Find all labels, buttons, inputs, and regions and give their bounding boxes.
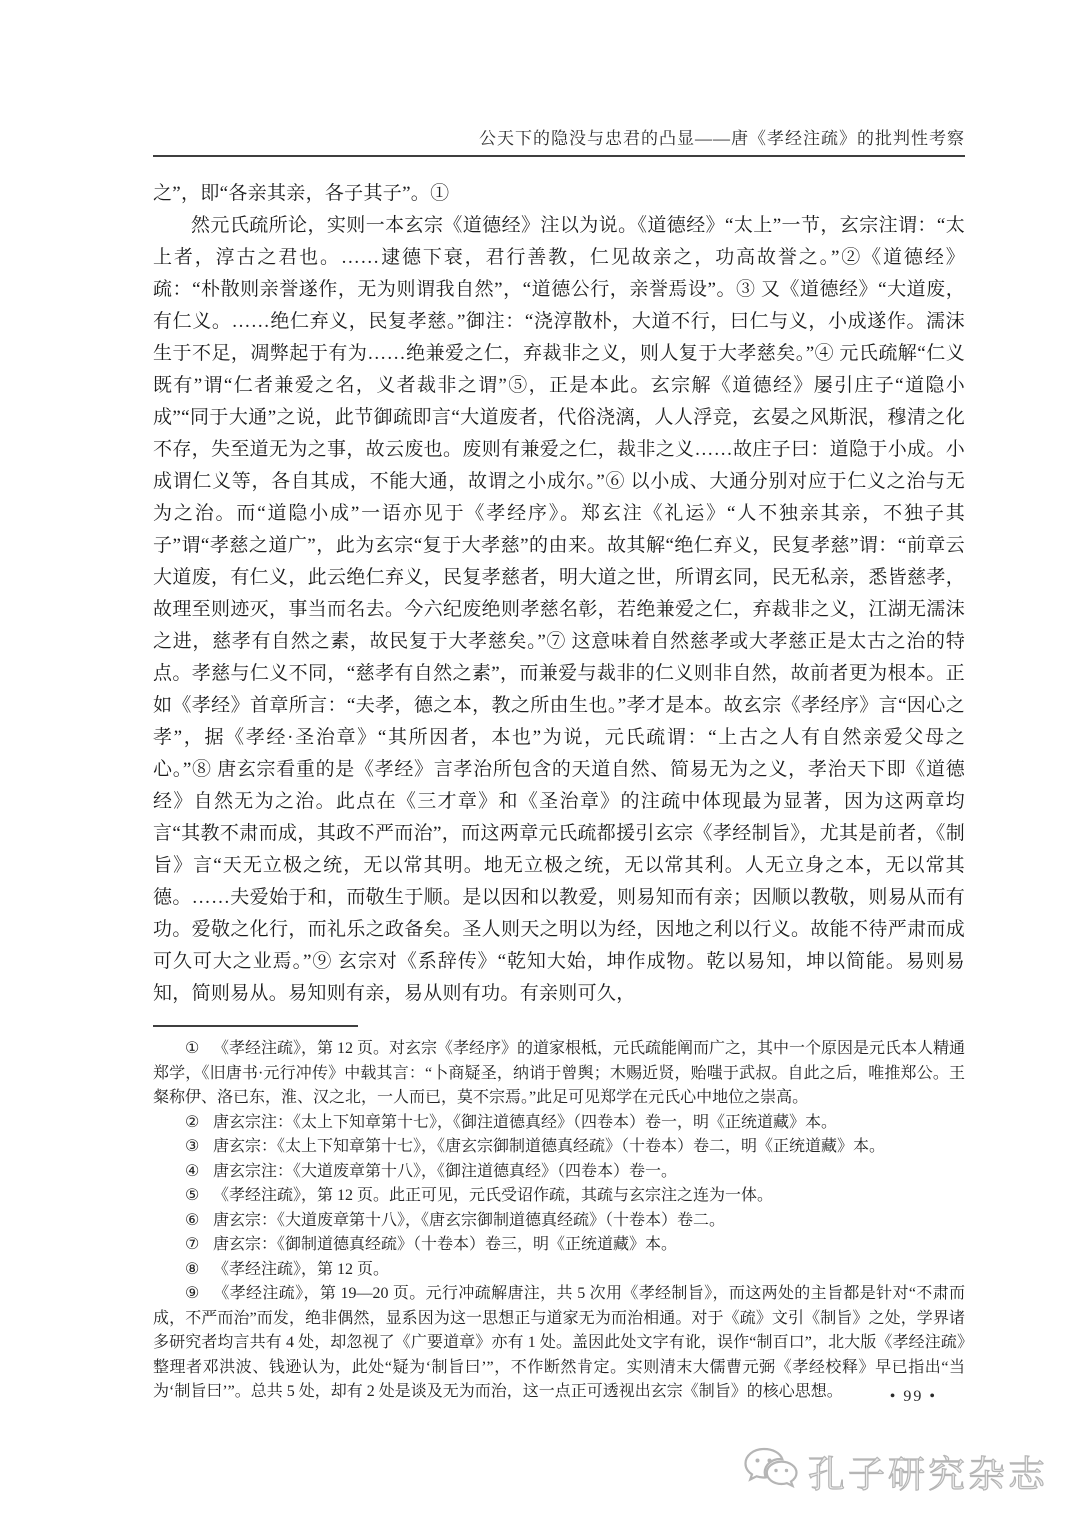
footnote-text: 《孝经注疏》，第 12 页。对玄宗《孝经序》的道家根柢，元氏疏能阐而广之，其中一个原因是元氏本人精通郑学，《旧唐书·元行冲传》中载其言：“卜商疑圣，纳诮于曾舆；木赐近贤，贻嗤于武叔。自此之后，唯推郑公。王粲称伊、洛已东，淮、汉之北，一人而已，莫不宗焉。”此足可见郑学在元氏心中地位之崇高。 — [153, 1040, 966, 1106]
footnote-marker: ⑧ — [185, 1260, 200, 1278]
running-header-title: 公天下的隐没与忠君的凸显——唐《孝经注疏》的批判性考察 — [479, 129, 965, 148]
footnote-text: 《孝经注疏》，第 12 页。此正可见，元氏受诏作疏，其疏与玄宗注之连为一体。 — [212, 1187, 773, 1204]
footnote-marker: ⑥ — [185, 1211, 200, 1229]
footnote-marker: ② — [185, 1113, 200, 1131]
article-body — [153, 178, 965, 1010]
footnote-text: 《孝经注疏》，第 19—20 页。元行冲疏解唐注，共 5 次用《孝经制旨》，而这两处的主旨都是针对“不肃而成，不严而治”而发，绝非偶然，显系因为这一思想正与道家无为而治相通。对于《疏》文引《制旨》之处，学界诸多研究者均言共有 4 处，却忽视了《广要道章》亦有 1 处。盖因此处文字有讹，误作“制百口”，北大版《孝经注疏》整理者邓洪波、钱逊认为，此处“疑为‘制旨曰’”，不作断然肯定。实则清末大儒曹元弼《孝经校释》早已指出“当为‘制旨曰’”。总共 5 处，却有 2 处是谈及无为而治，这一点正可透视出玄宗《制旨》的核心思想。 — [153, 1285, 966, 1400]
wechat-chat-bubbles-icon — [742, 1445, 800, 1498]
footnote-text: 唐玄宗注：《大道废章第十八》，《御注道德真经》（四卷本）卷一。 — [212, 1162, 677, 1180]
footnote-text: 《孝经注疏》，第 12 页。 — [212, 1260, 389, 1278]
paragraph: 之”，即“各亲其亲，各子其子”。① — [153, 183, 450, 204]
footnote-marker: ⑦ — [185, 1236, 200, 1253]
footnote-marker: ④ — [185, 1162, 200, 1180]
footnote-item — [153, 1111, 965, 1136]
footnote-text: 唐玄宗：《太上下知章第十七》，《唐玄宗御制道德真经疏》（十卷本）卷二，明《正统道藏》本。 — [212, 1138, 885, 1155]
paragraph: 然元氏疏所论，实则一本玄宗《道德经》注以为说。《道德经》“太上”一节，玄宗注谓：“太上者，淳古之君也。……逮德下衰，君行善教，仁见故亲之，功高故誉之。”②《道德经》疏：“朴散则亲誉遂作，无为则谓我自然”，“道德公行，亲誉焉设”。③ 又《道德经》“大道废，有仁义。……绝仁弃义，民复孝慈。”御注：“浇淳散朴，大道不行，曰仁与义，小成遂作。濡沫生于不足，凋弊起于有为……绝兼爱之仁，弃裁非之义，则人复于大孝慈矣。”④ 元氏疏解“仁义既有”谓“仁者兼爱之名，义者裁非之谓”⑤，正是本此。玄宗解《道德经》屡引庄子“道隐小成”“同于大通”之说，此节御疏即言“大道废者，代俗浇漓，人人浮竞，玄晏之风斯泯，穆清之化不存，失至道无为之事，故云废也。废则有兼爱之仁，裁非之义……故庄子曰：道隐于小成。小成谓仁义等，各自其成，不能大通，故谓之小成尔。”⑥ 以小成、大通分别对应于仁义之治与无为之治。而“道隐小成”一语亦见于《孝经序》。郑玄注《礼运》“人不独亲其亲，不独子其子”谓“孝慈之道广”，此为玄宗“复于大孝慈”的由来。故其解“绝仁弃义，民复孝慈”谓：“前章云大道废，有仁义，此云绝仁弃义，民复孝慈者，明大道之世，所谓玄同，民无私亲，悉皆慈孝，故理至则迹灭，事当而名去。今六纪废绝则孝慈名彰，若绝兼爱之仁，弃裁非之义，江湖无濡沫之进，慈孝有自然之素，故民复于大孝慈矣。”⑦ 这意味着自然慈孝或大孝慈正是太古之治的特点。孝慈与仁义不同，“慈孝有自然之素”，而兼爱与裁非的仁义则非自然，故前者更为根本。正如《孝经》首章所言：“夫孝，德之本，教之所由生也。”孝才是本。故玄宗《孝经序》言“因心之孝”，据《孝经·圣治章》“其所因者，本也”为说，元氏疏谓：“上古之人有自然亲爱父母之心。”⑧ 唐玄宗看重的是《孝经》言孝治所包含的天道自然、简易无为之义，孝治天下即《道德经》自然无为之治。此点在《三才章》和《圣治章》的注疏中体现最为显著，因为这两章均言“其教不肃而成，其政不严而治”，而这两章元氏疏都援引玄宗《孝经制旨》，尤其是前者，《制旨》言“天无立极之统，无以常其明。地无立极之统，无以常其利。人无立身之本，无以常其德。……夫爱始于和，而敬生于顺。是以因和以教爱，则易知而有亲；因顺以教敬，则易从而有功。爱敬之化行，而礼乐之政备矣。圣人则天之明以为经，因地之利以行义。故能不待严肃而成可久可大之业焉。”⑨ 玄宗对《系辞传》“乾知大始，坤作成物。乾以易知，坤以简能。易则易知，简则易从。易知则有亲，易从则有功。有亲则可久， — [153, 215, 965, 1004]
footnote-text: 唐玄宗：《御制道德真经疏》（十卷本）卷三，明《正统道藏》本。 — [212, 1236, 677, 1253]
footnote-item — [153, 1258, 965, 1283]
footnote-separator — [153, 1025, 358, 1027]
journal-watermark — [742, 1444, 1048, 1498]
footnote-text: 唐玄宗注：《太上下知章第十七》，《御注道德真经》（四卷本）卷一，明《正统道藏》本。 — [212, 1113, 837, 1131]
footnote-item — [153, 1160, 965, 1185]
header-rule — [153, 155, 965, 157]
footnote-item — [153, 1209, 965, 1234]
footnote-item — [153, 1037, 965, 1111]
footnote-item — [153, 1282, 965, 1405]
footnote-marker: ⑤ — [185, 1187, 200, 1204]
page-number: • 99 • — [889, 1388, 937, 1405]
footnote-marker: ⑨ — [185, 1285, 200, 1302]
running-header — [153, 128, 965, 150]
footnote-item — [153, 1184, 965, 1209]
footnote-text: 唐玄宗：《大道废章第十八》，《唐玄宗御制道德真经疏》（十卷本）卷二。 — [212, 1211, 725, 1229]
footnote-marker: ① — [185, 1040, 200, 1057]
footnote-marker: ③ — [185, 1138, 200, 1155]
watermark-text: 孔子研究杂志 — [808, 1454, 1048, 1495]
footnote-item — [153, 1233, 965, 1258]
footnote-item — [153, 1135, 965, 1160]
footnotes-section — [153, 1037, 965, 1405]
